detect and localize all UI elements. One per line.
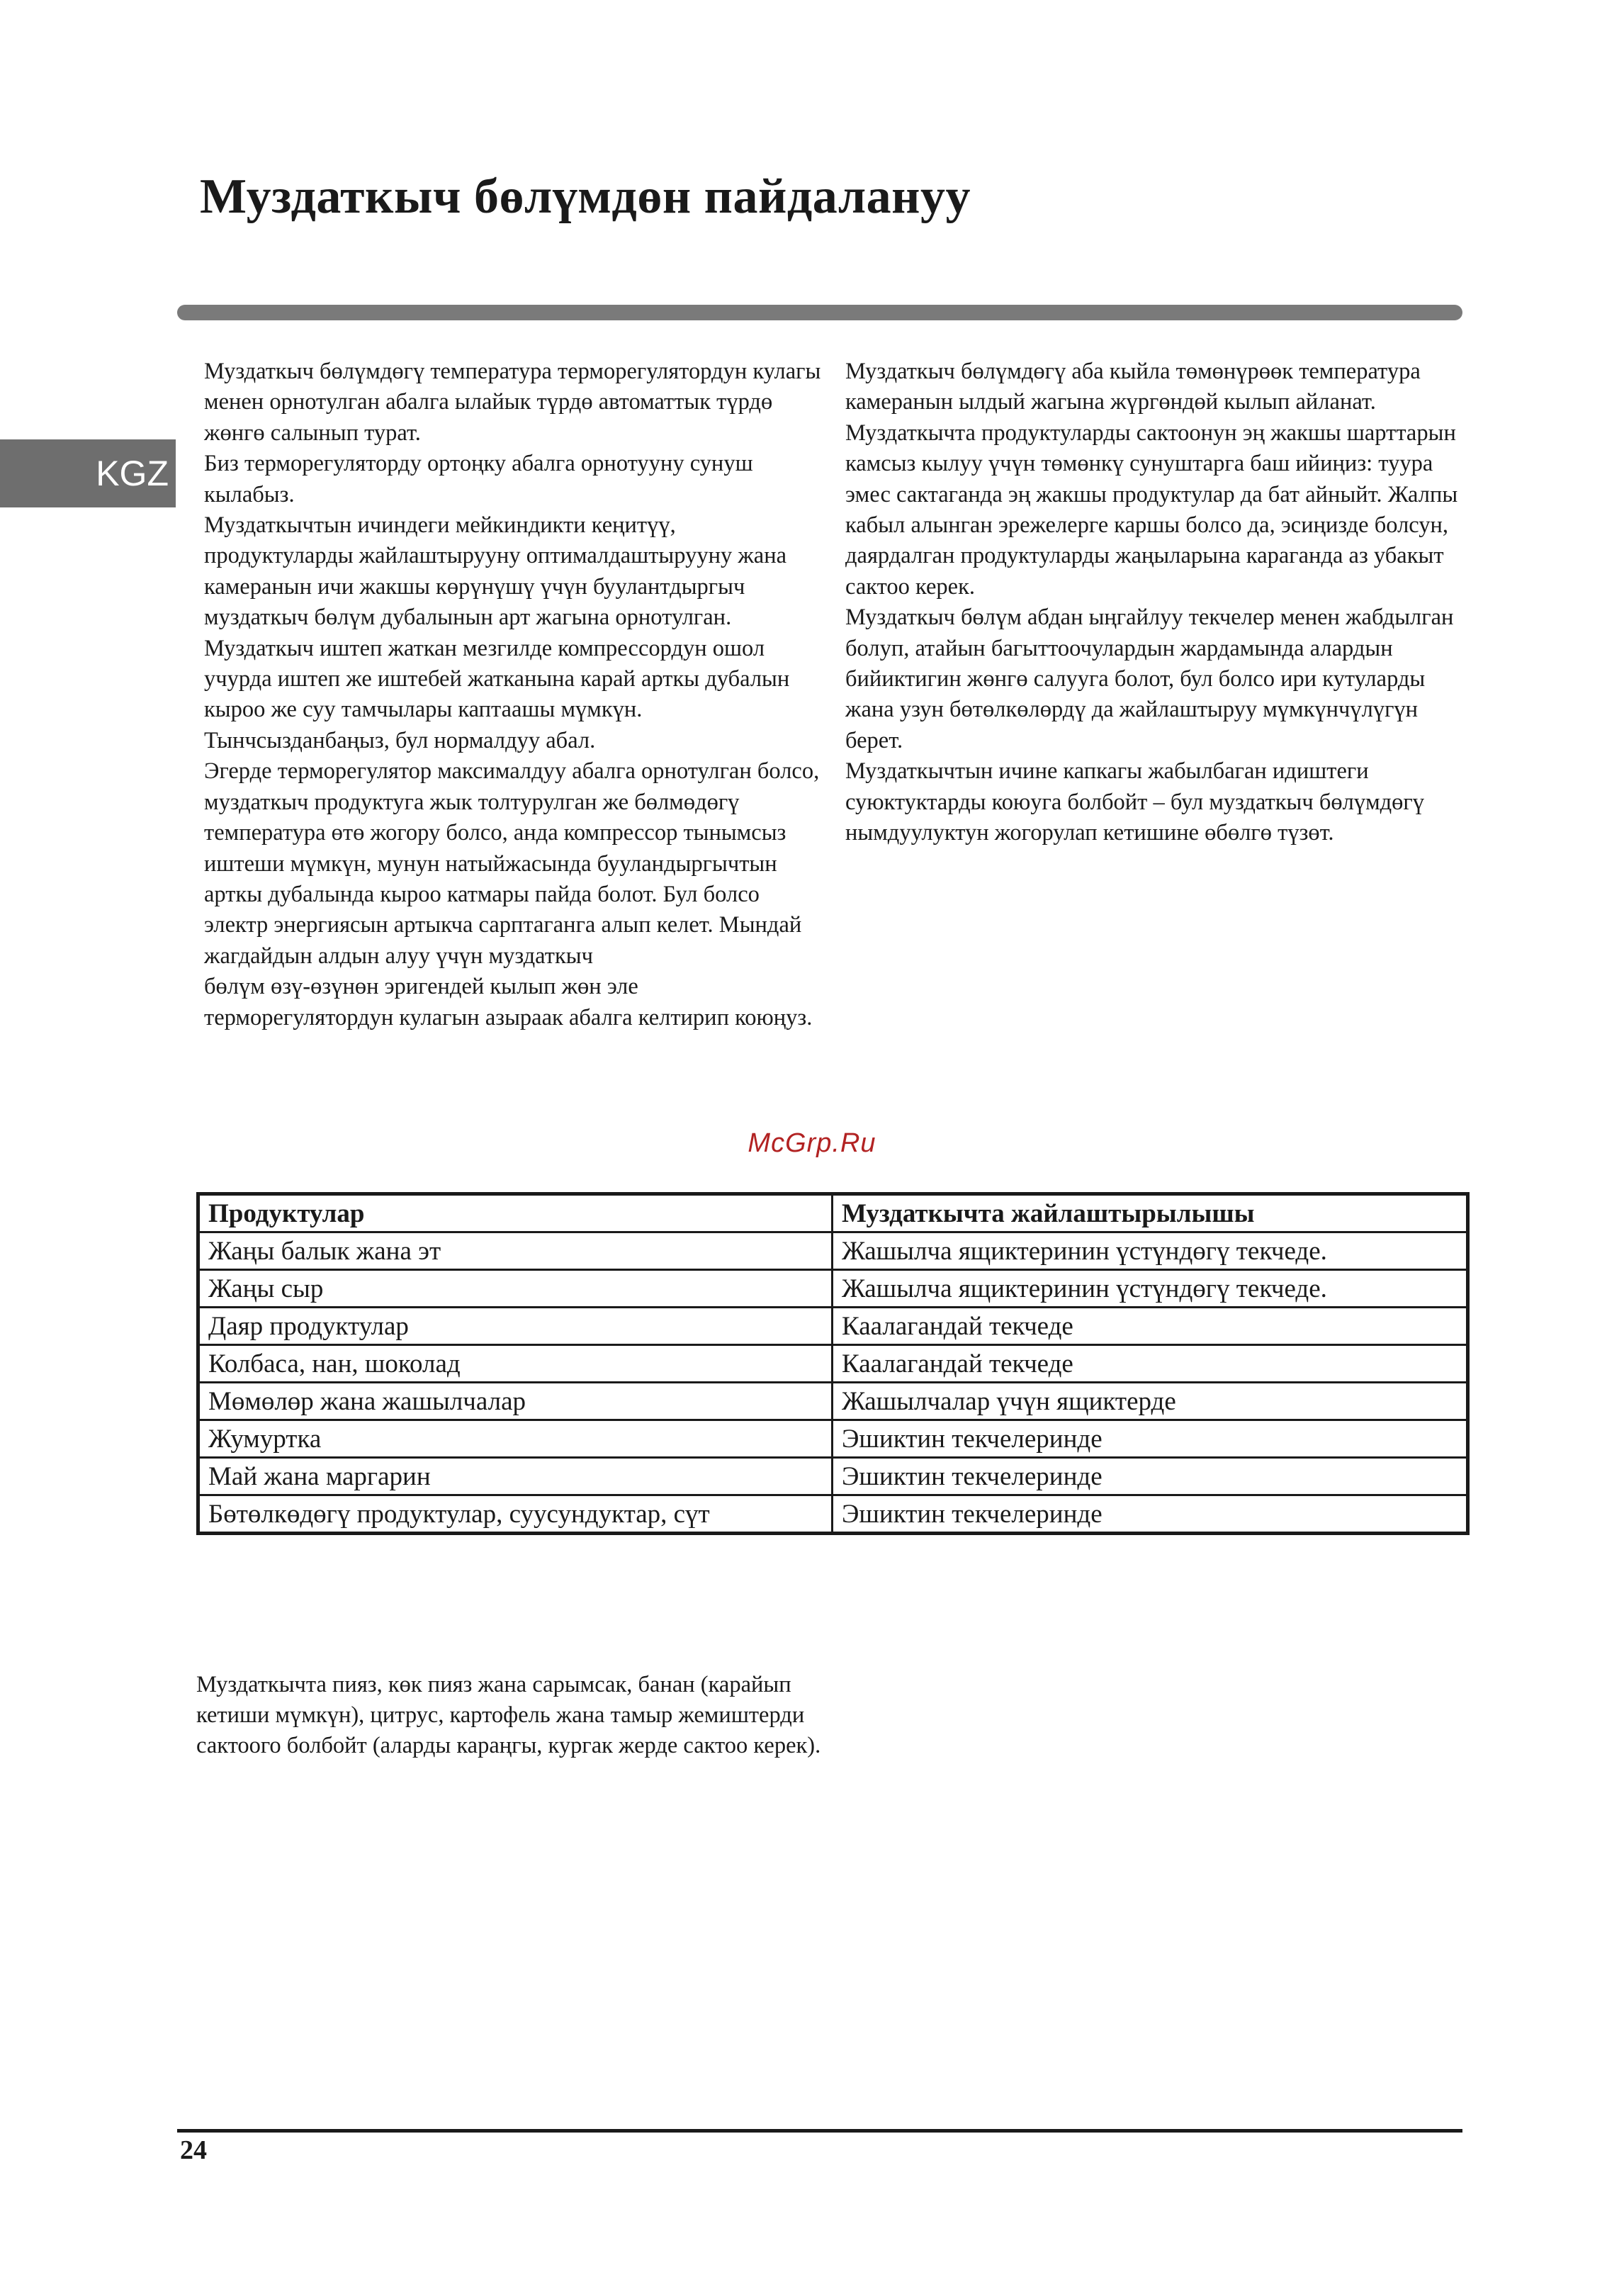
left-text-column bbox=[204, 356, 828, 1033]
storage-table bbox=[196, 1192, 1470, 1535]
product-cell: Бөтөлкөдөгү продуктулар, суусундуктар, сүт bbox=[198, 1495, 833, 1534]
paragraph: Муздаткыч бөлүм абдан ыңгайлуу текчелер менен жабдылган болуп, атайын багыттоочулардын жардамында алардын бийиктигин жөнгө салууга болот, бул болсо ири кутуларды жана узун бөтөлкөлөрдү да жайлаштыруу мүмкүнчүлүгүн берет. bbox=[845, 605, 1454, 753]
column-header-products: Продуктулар bbox=[198, 1194, 833, 1232]
paragraph: Муздаткыч иштеп жаткан мезгилде компрессордун ошол учурда иштеп же иштебей жатканына карай арткы дубалын кыроо же суу тамчылары каптаашы мүмкүн. Тынчсызданбаңыз, бул нормалдуу абал. bbox=[204, 635, 790, 753]
paragraph: Муздаткычтын ичиндеги мейкиндикти кеңитүү, продуктуларды жайлаштырууну оптималдаштырууну жана камеранын ичи жакшы көрүнүшү үчүн буулантдыргыч муздаткыч бөлүм дубалынын арт жагына орнотулган. bbox=[204, 512, 787, 631]
table-row bbox=[198, 1270, 1468, 1308]
product-cell: Жаңы балык жана эт bbox=[198, 1232, 833, 1270]
page-number: 24 bbox=[180, 2135, 207, 2165]
product-cell: Май жана маргарин bbox=[198, 1458, 833, 1495]
watermark: McGrp.Ru bbox=[748, 1128, 876, 1158]
table-row bbox=[198, 1383, 1468, 1420]
title-divider bbox=[177, 305, 1462, 320]
paragraph: бөлүм өзү-өзүнөн эригендей кылып жөн эле терморегулятордун кулагын азыраак абалга келтирип коюңуз. bbox=[204, 974, 813, 1030]
table-row bbox=[198, 1420, 1468, 1458]
product-cell: Даяр продуктулар bbox=[198, 1308, 833, 1345]
paragraph: Муздаткыч бөлүмдөгү температура терморегулятордун кулагы менен орнотулган абалга ылайык түрдө автоматтык түрдө жөнгө салынып турат. bbox=[204, 359, 821, 446]
product-cell: Жаңы сыр bbox=[198, 1270, 833, 1308]
right-text-column bbox=[845, 356, 1469, 849]
table-row bbox=[198, 1345, 1468, 1383]
product-cell: Колбаса, нан, шоколад bbox=[198, 1345, 833, 1383]
paragraph: Муздаткычта продуктуларды сактоонун эң жакшы шарттарын камсыз кылуу үчүн төмөнкү сунуштарга баш ийиңиз: туура эмес сактаганда эң жакшы продуктулар да бат айныйт. Жалпы кабыл алынган эрежелерге каршы болсо да, эсиңизде болсун, даярдалган продуктуларды жаңыларына караганда аз убакыт сактоо керек. bbox=[845, 420, 1458, 600]
paragraph: Эгерде терморегулятор максималдуу абалга орнотулган болсо, муздаткыч продуктуга жык толтурулган же бөлмөдөгү температура өтө жогору болсо, анда компрессор тынымсыз иштеши мүмкүн, мунун натыйжасында бууландыргычтын арткы дубалында кыроо катмары пайда болот. Бул болсо электр энергиясын артыкча сарптаганга алып келет. Мындай жагдайдын алдын алуу үчүн муздаткыч bbox=[204, 758, 820, 969]
placement-cell: Эшиктин текчелеринде bbox=[833, 1495, 1468, 1534]
product-cell: Мөмөлөр жана жашылчалар bbox=[198, 1383, 833, 1420]
placement-cell: Эшиктин текчелеринде bbox=[833, 1420, 1468, 1458]
paragraph: Муздаткычтын ичине капкагы жабылбаган идиштеги суюктуктарды коюуга болбойт – бул муздаткыч бөлүмдөгү нымдуулуктун жогорулап кетишине өбөлгө түзөт. bbox=[845, 758, 1425, 846]
placement-cell: Каалагандай текчеде bbox=[833, 1308, 1468, 1345]
placement-cell: Жашылчалар үчүн ящиктерде bbox=[833, 1383, 1468, 1420]
paragraph: Муздаткыч бөлүмдөгү аба кыйла төмөнүрөөк температура камеранын ылдый жагына жүргөндөй кылып айланат. bbox=[845, 359, 1421, 415]
table-row bbox=[198, 1308, 1468, 1345]
product-cell: Жумуртка bbox=[198, 1420, 833, 1458]
paragraph: Биз терморегуляторду ортоңку абалга орнотууну сунуш кылабыз. bbox=[204, 451, 753, 507]
table-header-row bbox=[198, 1194, 1468, 1232]
placement-cell: Жашылча ящиктеринин үстүндөгү текчеде. bbox=[833, 1270, 1468, 1308]
footer-divider bbox=[177, 2129, 1462, 2133]
table-row bbox=[198, 1495, 1468, 1534]
placement-cell: Жашылча ящиктеринин үстүндөгү текчеде. bbox=[833, 1232, 1468, 1270]
column-header-placement: Муздаткычта жайлаштырылышы bbox=[833, 1194, 1468, 1232]
placement-cell: Каалагандай текчеде bbox=[833, 1345, 1468, 1383]
language-tab: KGZ bbox=[0, 439, 176, 507]
page-title: Муздаткыч бөлүмдөн пайдалануу bbox=[200, 169, 971, 224]
table-row bbox=[198, 1458, 1468, 1495]
table-row bbox=[198, 1232, 1468, 1270]
storage-note: Муздаткычта пияз, көк пияз жана сарымсак, банан (карайып кетиши мүмкүн), цитрус, картофель жана тамыр жемиштерди сактоого болбойт (аларды караңгы, кургак жерде сактоо керек). bbox=[196, 1672, 821, 1758]
placement-cell: Эшиктин текчелеринде bbox=[833, 1458, 1468, 1495]
